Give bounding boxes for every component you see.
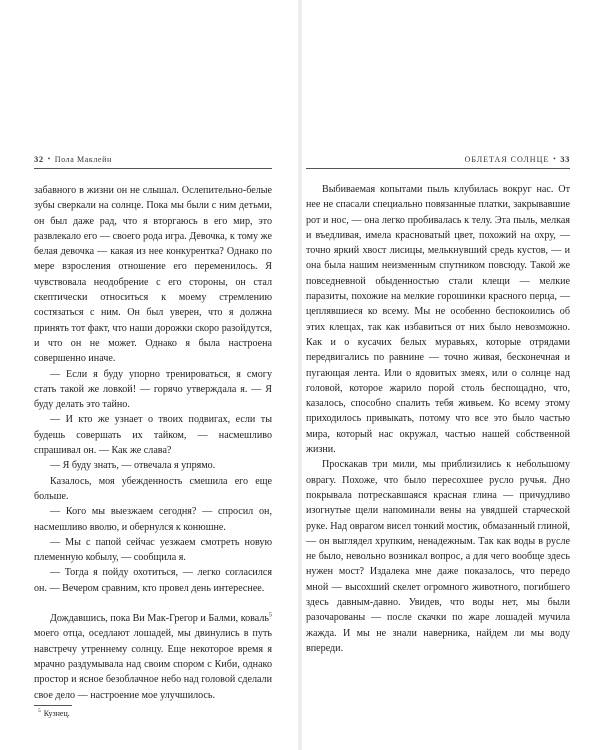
paragraph: Выбиваемая копытами пыль клубилась вокруг нас. От нее не спасали специально повязанные платки, закрывавшие рот и нос, — она легко пробивалась к телу. Эта пыль, мелкая и въедливая, имела красноватый цвет, похожий на охру, — точно яркий хвост лисицы, мелькнувший средь кустов, — и она была нашим неизменным спутником повсюду. Такой же повседневной обыденностью стали клещи — мелкие паразиты, похожие на мелкие горошинки красного перца, — цеплявшиеся ко всему. Мы не особенно беспокоились об этих клещах, так как избавиться от них было невозможно. Как и о кусачих белых муравьях, которые отрядами передвигались по равнине — точно живая, бесконечная и пугающая лента. Или о ядовитых змеях, или о солнце над головой, которое жарило порой столь беспощадно, что, казалось, способно спалить тебя живьем. Ко всему этому приходилось привыкать, потому что все это было частью мира, который нас окружал, частью нашей собственной жизни.	[306, 184, 570, 456]
paragraph: забавного в жизни он не слышал. Ослепительно-белые зубы сверкали на солнце. Пока мы были с ним детьми, он был даже рад, что я вторгаюсь в его мир, это развлекало его — своего рода игра. Девочка, к тому же белая девочка — какая из нее конкурентка? Однако по мере взросления отношение его переменилось. Я чувствовала неодобрение с его стороны, он стал скептически относиться к моему стремлению состязаться с ним. Он был уверен, что я должна принять тот факт, что наши дорожки скоро разойдутся, и что он не может. Однако я была настроена совершенно иначе.	[34, 185, 272, 365]
left-page-body	[34, 183, 272, 703]
right-page-body	[306, 182, 570, 656]
left-page-number: 32	[34, 154, 44, 164]
footnote-reference[interactable]: 5	[269, 612, 272, 619]
paragraph: — Если я буду упорно тренироваться, я смогу стать такой же ловкой! — горячо утверждала я. — Я буду делать это тайно.	[34, 368, 272, 411]
book-gutter	[298, 0, 302, 750]
footnote-marker: 5	[38, 708, 41, 715]
footnote-text: Кузнец.	[43, 708, 70, 718]
paragraph: — И кто же узнает о твоих подвигах, если ты будешь совершать их тайком, — насмешливо спрашивал он. — Как же слава?	[34, 414, 272, 457]
left-page	[34, 150, 272, 720]
left-running-header	[34, 150, 272, 169]
paragraph: Проскакав три мили, мы приблизились к небольшому оврагу. Похоже, что было пересохшее русло ручья. Дно покрывала потрескавшаяся красная глина — причудливо изогнутые щели напоминали вены на увядшей старческой руке. Над оврагом висел тонкий мостик, обмазанный глиной, — он выглядел хрупким, ненадежным. Так как воды в русле не было, невольно возникал вопрос, а для чего вообще здесь нужен мост? Издалека мне даже показалось, что передо мной — высохший скелет огромного животного, погибшего здесь давным-давно. Увидев, что воды нет, мы были разочарованы — после скачки по жаре лошадей мучила жажда. И мы не знали наверника, найдем ли мы воду впереди.	[306, 459, 570, 654]
left-running-head-title: Пола Маклейн	[54, 154, 112, 164]
paragraph: Казалось, моя убежденность смешила его еще больше.	[34, 475, 272, 502]
paragraph: — Тогда я пойду охотиться, — легко согласился он. — Вечером сравним, кто провел день интереснее.	[34, 567, 272, 594]
header-bullet-icon: •	[47, 155, 51, 163]
right-page	[306, 150, 570, 656]
paragraph	[34, 611, 272, 703]
header-bullet-icon: •	[553, 155, 557, 163]
right-running-head-title: ОБЛЕТАЯ СОЛНЦЕ	[464, 154, 550, 164]
footnote-rule	[34, 705, 72, 706]
paragraph: — Я буду знать, — отвечала я упрямо.	[50, 460, 216, 472]
paragraph-text: моего отца, оседлают лошадей, мы двинулись в путь навстречу утреннему солнцу. Еще некоторое время я мрачно раздумывала над своим спором с Киби, однако простор и ясное безоблачное небо над головой сделали свое дело — настроение мое улучшилось.	[34, 628, 272, 701]
paragraph: — Кого мы выезжаем сегодня? — спросил он, насмешливо вволю, и обернулся к конюшне.	[34, 506, 272, 533]
footnote	[34, 708, 272, 720]
right-page-number: 33	[560, 154, 570, 164]
right-running-header	[306, 150, 570, 169]
paragraph: — Мы с папой сейчас уезжаем смотреть новую племенную кобылу, — сообщила я.	[34, 536, 272, 564]
paragraph-text: Дождавшись, пока Ви Мак-Грегор и Балми, коваль	[50, 613, 269, 625]
